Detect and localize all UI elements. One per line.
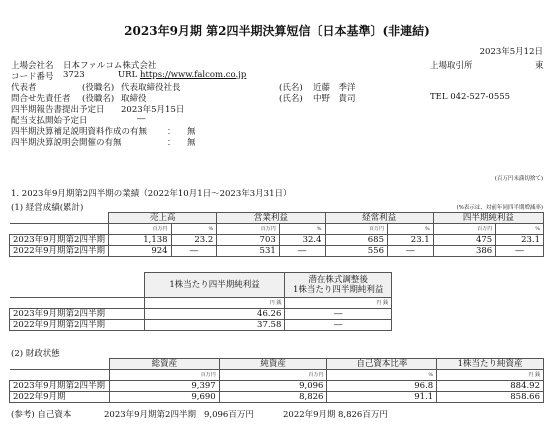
unit-cell: 百万円	[433, 224, 495, 235]
briefing-label: 四半期決算説明会開催の有無	[11, 138, 122, 148]
report-submit-date: 2023年5月15日	[121, 105, 185, 115]
exchange-value: 東	[535, 61, 544, 71]
reference-label: (参考) 自己資本	[11, 410, 72, 420]
results-corner	[10, 213, 109, 224]
unit-cell: %	[171, 224, 217, 235]
sales-value: 924	[108, 246, 171, 257]
financial-table	[9, 358, 544, 403]
company-url-link[interactable]: https://www.falcom.co.jp	[140, 70, 247, 80]
row-label: 2022年9月期	[10, 392, 110, 403]
report-date: 2023年5月12日	[479, 47, 543, 57]
unit-cell: 百万円	[325, 224, 387, 235]
results-header-operating: 営業利益	[217, 213, 325, 224]
sales-pct: ―	[171, 246, 217, 257]
ordinary-pct: 23.1	[387, 235, 433, 246]
net-pct: 23.1	[496, 235, 544, 246]
rep-name-label: (氏名)	[279, 83, 303, 93]
unit-cell: %	[327, 370, 437, 381]
briefing-value: 無	[187, 138, 196, 148]
operating-pct: 32.4	[279, 235, 325, 246]
contact-title: 取締役	[121, 94, 147, 104]
operating-value: 703	[217, 235, 279, 246]
net-assets-value: 9,096	[219, 381, 327, 392]
section1-heading: 1. 2023年9月期第2四半期の業績（2022年10月1日～2023年3月31日）	[11, 189, 292, 199]
table-row	[10, 381, 544, 392]
code-label: コード番号	[11, 72, 54, 82]
section1-sub1: (1) 経営成績(累計)	[11, 203, 84, 213]
ordinary-pct: ―	[387, 246, 433, 257]
supp-material-value: 無	[187, 127, 196, 137]
table-row	[10, 320, 392, 331]
total-assets-value: 9,397	[109, 381, 219, 392]
results-header-net: 四半期純利益	[433, 213, 543, 224]
company-label: 上場会社名	[11, 61, 54, 71]
unit-cell: 円 銭	[285, 298, 392, 309]
bps-value: 884.92	[437, 381, 544, 392]
results-header-ordinary: 経常利益	[325, 213, 433, 224]
unit-cell: %	[496, 224, 544, 235]
unit-cell: 円 銭	[437, 370, 544, 381]
financial-corner	[10, 359, 110, 370]
equity-ratio-value: 91.1	[327, 392, 437, 403]
eps-corner	[10, 273, 145, 298]
results-table	[9, 212, 544, 257]
unit-cell: 百万円	[109, 370, 219, 381]
table-row	[10, 392, 544, 403]
tel: TEL 042-527-0555	[430, 92, 511, 102]
row-label: 2023年9月期第2四半期	[10, 235, 109, 246]
company-name: 日本ファルコム株式会社	[63, 61, 157, 71]
code-value: 3723	[63, 70, 85, 80]
table-row	[10, 309, 392, 320]
operating-pct: ―	[279, 246, 325, 257]
unit-cell: 百万円	[219, 370, 327, 381]
eps-header-basic: 1株当たり四半期純利益	[144, 273, 285, 298]
results-header-sales: 売上高	[108, 213, 216, 224]
rep-name: 近藤 季洋	[313, 83, 356, 93]
section1-sub1-note: (%表示は、対前年同四半期増減率)	[456, 205, 543, 211]
financial-header-equity-ratio: 自己資本比率	[327, 359, 437, 370]
sales-value: 1,138	[108, 235, 171, 246]
eps-header-diluted: 潜在株式調整後 1株当たり四半期純利益	[285, 273, 392, 298]
reference-period2: 2022年9月期	[283, 410, 336, 420]
reference-period1: 2023年9月期第2四半期	[104, 410, 196, 420]
eps-diluted-value: ―	[285, 309, 392, 320]
unit-cell: 百万円	[217, 224, 279, 235]
financial-header-bps: 1株当たり純資産	[437, 359, 544, 370]
rounding-note: (百万円未満切捨て)	[494, 176, 543, 182]
rep-title: 代表取締役社長	[121, 83, 181, 93]
supp-material-sep: ：	[167, 127, 176, 137]
rep-title-label: (役職名)	[82, 83, 115, 93]
url-label: URL	[118, 70, 138, 80]
ordinary-value: 685	[325, 235, 387, 246]
results-unit-corner	[10, 224, 109, 235]
bps-value: 858.66	[437, 392, 544, 403]
rep-label: 代表者	[11, 83, 37, 93]
exchange-label: 上場取引所	[430, 61, 473, 71]
row-label: 2022年9月期第2四半期	[10, 320, 145, 331]
row-label: 2022年9月期第2四半期	[10, 246, 109, 257]
financial-header-assets: 総資産	[109, 359, 219, 370]
contact-title-label: (役職名)	[82, 94, 115, 104]
equity-ratio-value: 96.8	[327, 381, 437, 392]
dividend-date: ―	[137, 114, 146, 124]
briefing-sep: ：	[167, 138, 176, 148]
section1-sub2: (2) 財政状態	[11, 349, 60, 359]
reference-value2: 8,826百万円	[338, 410, 388, 420]
contact-name: 中野 貴司	[313, 94, 356, 104]
eps-basic-value: 37.58	[144, 320, 285, 331]
net-pct: ―	[496, 246, 544, 257]
row-label: 2023年9月期第2四半期	[10, 309, 145, 320]
total-assets-value: 9,690	[109, 392, 219, 403]
net-value: 386	[433, 246, 495, 257]
eps-table	[9, 272, 392, 331]
financial-header-net-assets: 純資産	[219, 359, 327, 370]
ordinary-value: 556	[325, 246, 387, 257]
dividend-label: 配当支払開始予定日	[11, 116, 88, 126]
unit-cell: %	[387, 224, 433, 235]
eps-unit-corner	[10, 298, 145, 309]
contact-label: 問合せ先責任者	[11, 94, 71, 104]
table-row	[10, 246, 544, 257]
eps-basic-value: 46.26	[144, 309, 285, 320]
table-row	[10, 235, 544, 246]
contact-name-label: (氏名)	[279, 94, 303, 104]
financial-unit-corner	[10, 370, 110, 381]
report-date-label: 四半期報告書提出予定日	[11, 105, 105, 115]
reference-value1: 9,096百万円	[204, 410, 254, 420]
eps-diluted-value: ―	[285, 320, 392, 331]
unit-cell: 円 銭	[144, 298, 285, 309]
page-title: 2023年9月期 第2四半期決算短信〔日本基準〕(非連結)	[124, 24, 430, 38]
row-label: 2023年9月期第2四半期	[10, 381, 110, 392]
unit-cell: %	[279, 224, 325, 235]
supp-material-label: 四半期決算補足説明資料作成の有無	[11, 127, 148, 137]
net-value: 475	[433, 235, 495, 246]
net-assets-value: 8,826	[219, 392, 327, 403]
sales-pct: 23.2	[171, 235, 217, 246]
operating-value: 531	[217, 246, 279, 257]
unit-cell: 百万円	[108, 224, 171, 235]
